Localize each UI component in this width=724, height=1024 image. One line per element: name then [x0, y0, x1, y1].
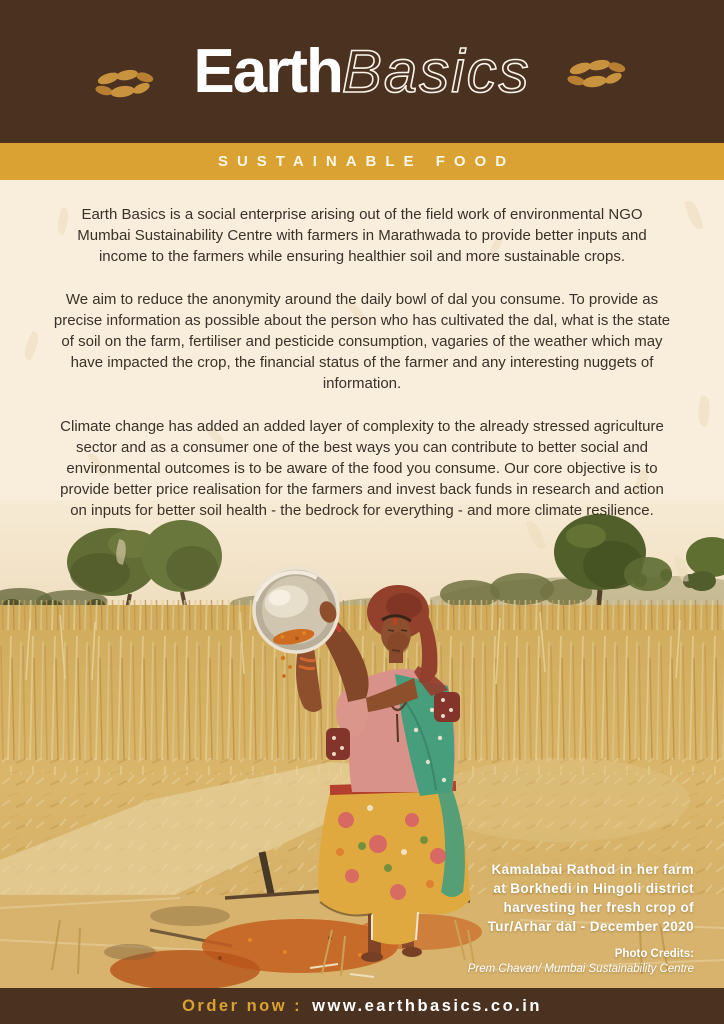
brand-name-solid: Earth [193, 36, 342, 106]
intro-paragraph-3: Climate change has added an added layer of complexity to the already stressed agriculture sector and as a consumer one of the best ways you can contribute to better social and environmental outcomes is to be aware of the food you consume. Our core objective is to provide better price realisation for the farmers and invest back funds in research and action on inputs for better soil health - the bedrock for everything - and more climate resilience. [60, 418, 664, 519]
intro-section [0, 180, 724, 543]
order-now-label: Order now : [182, 996, 303, 1015]
caption-line: Tur/Arhar dal - December 2020 [487, 919, 694, 934]
wheat-grains-icon [93, 67, 159, 103]
photo-caption [468, 860, 694, 977]
intro-paragraph-2: We aim to reduce the anonymity around the daily bowl of dal you consume. To provide as precise information as possible about the person who has cultivated the dal, what is the state of soil on the farm, fertiliser and pesticide consumption, vagaries of the weather which may have impacted the crop, the financial status of the farmer and any interesting nuggets of information. [53, 291, 671, 392]
wheat-grains-icon [565, 57, 631, 93]
tagline-band [0, 143, 724, 180]
farm-photo [0, 500, 724, 988]
intro-paragraph-1: Earth Basics is a social enterprise arising out of the field work of environmental NGO Mumbai Sustainability Centre with farmers in Marathwada to provide better inputs and income to the farmers while ensuring healthier soil and more sustainable crops. [77, 206, 647, 265]
photo-credits-label: Photo Credits: [614, 948, 694, 960]
header-band [0, 0, 724, 143]
caption-line: Kamalabai Rathod in her farm [491, 862, 694, 877]
photo-credits-value: Prem Chavan/ Mumbai Sustainability Centre [467, 963, 694, 975]
footer-band [0, 988, 724, 1024]
website-url-link[interactable]: www.earthbasics.co.in [312, 996, 542, 1015]
tagline-text: SUSTAINABLE FOOD [217, 153, 516, 170]
brand-name-outline: Basics [341, 37, 531, 105]
brand-logo [193, 36, 531, 106]
caption-line: at Borkhedi in Hingoli district [493, 881, 694, 896]
caption-line: harvesting her fresh crop of [503, 900, 694, 915]
